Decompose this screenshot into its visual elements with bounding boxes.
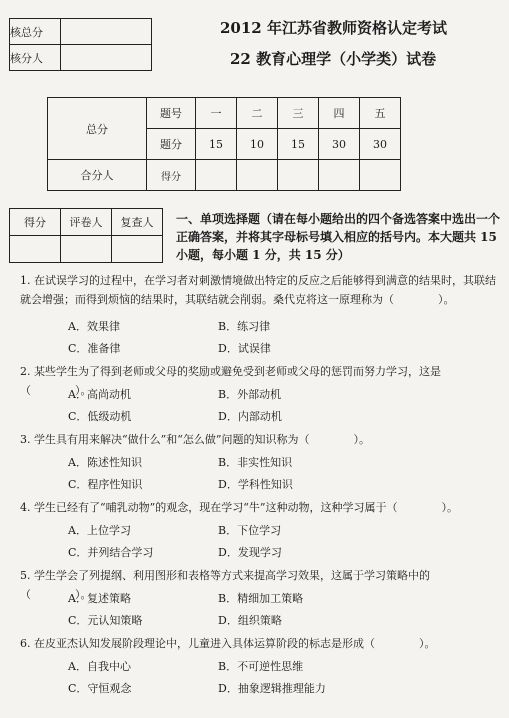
question-1-number: 1. [20, 274, 31, 287]
combiner-label: 合分人 [48, 160, 147, 191]
question-3-option-b[interactable]: B．非实性知识 [218, 456, 293, 469]
question-score-4: 30 [319, 129, 360, 160]
question-number-5: 五 [360, 98, 401, 129]
question-6-option-b[interactable]: B．不可逆性思维 [218, 660, 304, 673]
question-score-5: 30 [360, 129, 401, 160]
total-label: 总分 [48, 98, 147, 160]
grader-table [9, 208, 163, 263]
question-5-text: 学生学会了列提纲、利用图形和表格等方式来提高学习效果，这属于学习策略中的（ ）。 [20, 569, 430, 601]
question-4 [20, 498, 498, 517]
question-4-number: 4. [20, 501, 31, 514]
question-2-option-a[interactable]: A．高尚动机 [68, 388, 131, 401]
exam-title: 2012 年江苏省教师资格认定考试 [220, 19, 447, 37]
question-2-text: 某些学生为了得到老师或父母的奖励或避免受到老师或父母的惩罚而努力学习，这是（ ）。 [20, 365, 441, 397]
question-1-text: 在试误学习的过程中，在学习者对刺激情境做出特定的反应之后能够得到满意的结果时，其联结就会增强；而得到烦恼的结果时，其联结就会削弱。桑代克将这一原理称为（ ）。 [20, 274, 496, 306]
question-5-option-a[interactable]: A．复述策略 [68, 592, 131, 605]
question-6-option-c[interactable]: C．守恒观念 [68, 682, 132, 695]
grader-reviewer-cell[interactable] [61, 236, 112, 263]
got-score-cell-1[interactable] [196, 160, 237, 191]
question-1-option-b[interactable]: B．练习律 [218, 320, 271, 333]
question-5-option-d[interactable]: D．组织策略 [218, 614, 282, 627]
question-4-option-d[interactable]: D．发现学习 [218, 546, 282, 559]
grader-reviewer-label: 评卷人 [61, 209, 112, 236]
question-1-option-a[interactable]: A．效果律 [68, 320, 120, 333]
question-4-text: 学生已经有了“哺乳动物”的观念，现在学习“牛”这种动物，这种学习属于（ ）。 [34, 501, 458, 514]
question-3-number: 3. [20, 433, 31, 446]
question-1-option-d[interactable]: D．试误律 [218, 342, 271, 355]
question-1 [20, 271, 498, 309]
checker-table [9, 18, 152, 71]
question-5-number: 5. [20, 569, 31, 582]
question-2-option-b[interactable]: B．外部动机 [218, 388, 282, 401]
question-number-1: 一 [196, 98, 237, 129]
section-heading: 一、单项选择题（请在每小题给出的四个备选答案中选出一个正确答案，并将其字母标号填入相应的括号内。本大题共 15 小题，每小题 1 分，共 15 分） [176, 212, 501, 262]
question-4-option-b[interactable]: B．下位学习 [218, 524, 282, 537]
grader-score-cell[interactable] [10, 236, 61, 263]
question-number-4: 四 [319, 98, 360, 129]
question-score-label: 题分 [147, 129, 196, 160]
question-5-option-c[interactable]: C．元认知策略 [68, 614, 143, 627]
question-6-option-d[interactable]: D．抽象逻辑推理能力 [218, 682, 326, 695]
question-4-option-c[interactable]: C．并列结合学习 [68, 546, 154, 559]
question-5-option-b[interactable]: B．精细加工策略 [218, 592, 304, 605]
question-number-label: 题号 [147, 98, 196, 129]
got-score-cell-4[interactable] [319, 160, 360, 191]
exam-subtitle: 22 教育心理学（小学类）试卷 [230, 50, 437, 68]
question-3-option-c[interactable]: C．程序性知识 [68, 478, 143, 491]
question-number-3: 三 [278, 98, 319, 129]
question-number-2: 二 [237, 98, 278, 129]
got-score-cell-3[interactable] [278, 160, 319, 191]
question-2-option-c[interactable]: C．低级动机 [68, 410, 132, 423]
question-2-option-d[interactable]: D．内部动机 [218, 410, 282, 423]
question-3-option-d[interactable]: D．学科性知识 [218, 478, 293, 491]
checker-person-cell[interactable] [61, 45, 152, 71]
question-1-option-c[interactable]: C．准备律 [68, 342, 121, 355]
question-score-2: 10 [237, 129, 278, 160]
checker-total-cell[interactable] [61, 19, 152, 45]
question-6-number: 6. [20, 637, 31, 650]
question-4-option-a[interactable]: A．上位学习 [68, 524, 131, 537]
grader-rechecker-cell[interactable] [112, 236, 163, 263]
question-6-text: 在皮亚杰认知发展阶段理论中，儿童进入具体运算阶段的标志是形成（ ）。 [34, 637, 436, 650]
question-3-text: 学生具有用来解决“做什么”和“怎么做”问题的知识称为（ ）。 [34, 433, 370, 446]
question-6 [20, 634, 498, 653]
score-table [47, 97, 401, 191]
got-score-cell-2[interactable] [237, 160, 278, 191]
question-3 [20, 430, 498, 449]
grader-score-label: 得分 [10, 209, 61, 236]
got-score-cell-5[interactable] [360, 160, 401, 191]
checker-total-label: 核总分 [10, 19, 61, 45]
question-6-option-a[interactable]: A．自我中心 [68, 660, 131, 673]
grader-rechecker-label: 复查人 [112, 209, 163, 236]
got-score-label: 得分 [147, 160, 196, 191]
question-3-option-a[interactable]: A．陈述性知识 [68, 456, 142, 469]
checker-person-label: 核分人 [10, 45, 61, 71]
question-score-1: 15 [196, 129, 237, 160]
question-2-number: 2. [20, 365, 31, 378]
question-score-3: 15 [278, 129, 319, 160]
